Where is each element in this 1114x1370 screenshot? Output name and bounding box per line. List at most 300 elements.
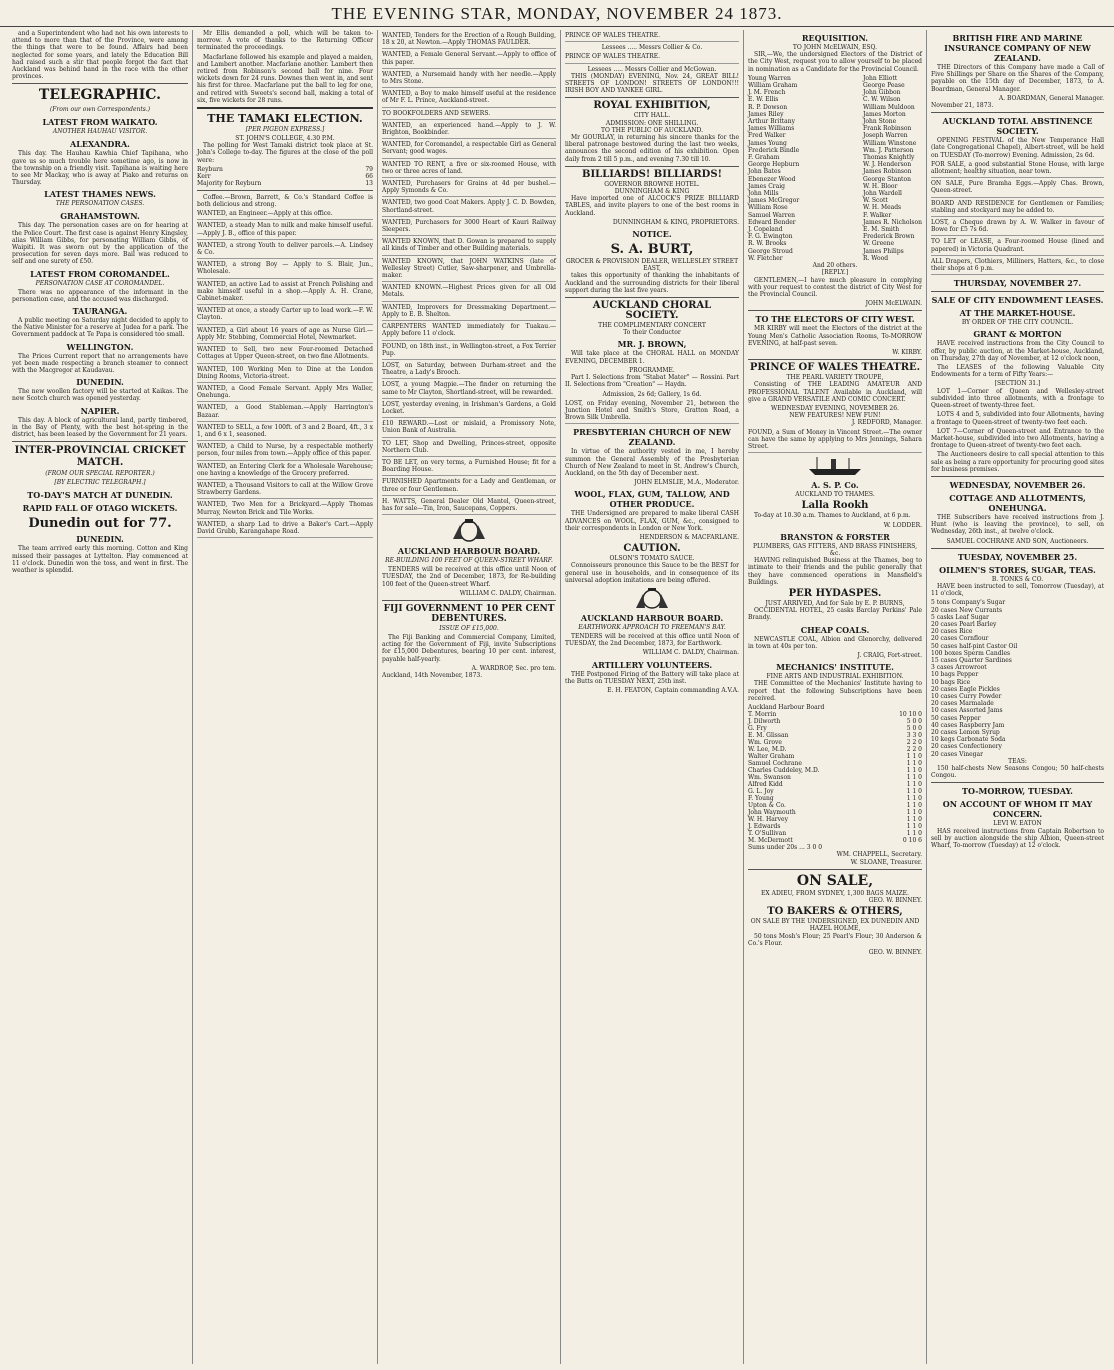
sale-item: 3 cases Arrowroot xyxy=(931,664,987,672)
harbour2-sub: EARTHWORK APPROACH TO FREEMAN'S BAY. xyxy=(578,623,726,631)
steamer-text: To-day at 10.30 a.m. Thames to Auckland, at 6 p.m. xyxy=(754,512,911,520)
auctioneers-text: The Auctioneers desire to call special attention to this sale as being a rare opportunity for procuring good sites for business premises. xyxy=(931,451,1104,473)
signatory-name: Frederick Bindle xyxy=(748,146,800,154)
hydaspes-text: OCCIDENTAL HOTEL, 25 casks Barclay Perkins' Pale Brandy. xyxy=(748,607,922,622)
billiards-sign: DUNNINGHAM & KING, PROPRIETORS. xyxy=(612,218,739,226)
column-4 xyxy=(561,30,744,1364)
signatory-name: W. J. Henderson xyxy=(862,161,912,169)
wanted-ad: WANTED TO RENT, a five or six-roomed House, with two or three acres of land. xyxy=(382,161,556,178)
signatory-name: James Craig xyxy=(748,182,786,190)
alexandra-heading: ALEXANDRA. xyxy=(70,139,130,150)
subs-header: Auckland Harbour Board xyxy=(748,704,825,712)
wanted-ad: WANTED, Tenders for the Erection of a Rough Building, 18 x 20, at Newton.—Apply THOMAS FAULDER. xyxy=(382,32,556,49)
table-row xyxy=(197,173,373,180)
table-row xyxy=(748,746,922,753)
artillery-text: THE Postponed Firing of the Battery will take place at the Butts on TUESDAY NEXT, 25th inst. xyxy=(565,670,739,685)
sale-item: 50 cases half-pint Castor Oil xyxy=(931,642,1018,650)
wanted-ad: WANTED, a Child to Nurse, by a respectable motherly person, four miles from town.—Apply office of this paper. xyxy=(197,443,373,460)
subscriber-name: E. M. Glissan xyxy=(748,732,789,740)
wanted-ad: WANTED, an Entering Clerk for a Wholesale Warehouse; one having a knowledge of the Grocery preferred. xyxy=(197,463,373,480)
royal-text: Mr GOURLAY, in returning his sincere thanks for the liberal patronage bestowed during the last two weeks, announces the second edition of his exhibition. Open daily from 2 till 5 p.m., and evening 7.30 till 10. xyxy=(565,134,739,163)
wanted-ad: WANTED, a Good Stableman.—Apply Harrington's Bazaar. xyxy=(197,404,373,421)
wanted-ad: WANTED, a Female General Servant.—Apply to office of this paper. xyxy=(382,51,556,68)
tolet-ad: TO LET or LEASE, a Four-roomed House (lined and papered) in Victoria Quadrant. xyxy=(931,238,1104,255)
signatory-name: W. H. Bloor xyxy=(862,182,898,190)
signatory-name: James Philips xyxy=(862,247,904,255)
british-sign: A. BOARDMAN, General Manager. xyxy=(998,94,1104,102)
signatory-name: R. P. Dowson xyxy=(748,103,788,111)
table-row xyxy=(748,725,922,732)
lot-text: LOT 1—Corner of Queen and Wellesley-street subdivided into three allotments, with a frontage to Queen-street of twenty-three feet. xyxy=(931,387,1104,410)
burt-sub: GROCER & PROVISION DEALER, WELLESLEY STREET EAST, xyxy=(565,258,739,273)
theatre-heading: PRINCE OF WALES THEATRE. xyxy=(565,32,739,42)
table-row xyxy=(748,795,922,802)
sloane-sign: W. SLOANE, Treasurer. xyxy=(850,858,922,866)
wanted-ad: WANTED, a Thousand Visitors to call at the Willow Grove Strawberry Gardens. xyxy=(197,482,373,499)
subscription-amount: 2 2 0 xyxy=(906,746,922,754)
telegraphic-sub: (From our own Correspondents.) xyxy=(49,106,151,114)
oilmen-heading: OILMEN'S STORES, SUGAR, TEAS. xyxy=(939,564,1096,575)
artillery-heading: ARTILLERY VOLUNTEERS. xyxy=(591,659,713,670)
reply-heading: [REPLY.] xyxy=(821,269,849,277)
electors-sign: W. KIRBY. xyxy=(892,348,922,356)
wanted-ad: WANTED, a steady Man to milk and make himself useful.—Apply J. B., office of this paper. xyxy=(197,222,373,239)
presbyterian-sign: JOHN ELMSLIE, M.A., Moderator. xyxy=(634,479,739,487)
requisition-more: And 20 others. xyxy=(812,262,858,270)
choral-text: Will take place at the CHORAL HALL on MONDAY EVENING, DECEMBER 1. xyxy=(565,350,739,365)
sale-item: 5 casks Leaf Sugar xyxy=(931,613,989,621)
tamaki-sub: [PER PIGEON EXPRESS.] xyxy=(245,126,325,134)
wanted-ad: WANTED, two good Coat Makers. Apply J. C. D. Bowden, Shortland-street. xyxy=(382,199,556,216)
signatory-name: John Wardell xyxy=(862,190,902,198)
divider xyxy=(382,600,556,601)
fiji-heading: FIJI GOVERNMENT 10 PER CENT DEBENTURES. xyxy=(383,603,555,624)
electors-heading: TO THE ELECTORS OF CITY WEST. xyxy=(755,314,915,325)
sale-item: 40 cases Raspberry Jam xyxy=(931,721,1005,729)
wanted-ad: WANTED, Purchasers for Grains at 4d per bushel.—Apply Symonds & Co. xyxy=(382,180,556,197)
signatory-name: James Riley xyxy=(748,110,784,118)
signatory-name: George Stroud xyxy=(748,247,793,255)
pw-date: WEDNESDAY EVENING, NOVEMBER 26. xyxy=(771,404,899,412)
tauranga-text: A public meeting on Saturday night decided to apply to the Native Minister for a reserve at Judea for a park. The Government paddock at Te Papa is considered too small. xyxy=(12,317,188,339)
signatory-name: John Bates xyxy=(748,168,781,176)
divider xyxy=(748,310,922,311)
sale-sign: GEO. W. BINNEY. xyxy=(868,897,922,905)
table-row xyxy=(748,760,922,767)
signatory-name: George Hepburn xyxy=(748,161,800,169)
burt-heading: S. A. BURT, xyxy=(610,242,694,258)
subscriber-name: Wm. Grove xyxy=(748,739,782,747)
electric-sub: [BY ELECTRIC TELEGRAPH.] xyxy=(54,479,146,487)
subscription-amount: 1 1 0 xyxy=(906,753,922,761)
signatory-name: Edward Bender xyxy=(748,218,796,226)
subs-total: Sums under 20s ... 3 0 0 xyxy=(748,844,823,852)
sale-item: 10 cases Assorted Jams xyxy=(931,707,1003,715)
account-heading: ON ACCOUNT OF WHOM IT MAY CONCERN. xyxy=(942,799,1093,820)
signatory-name: W. H. Meads xyxy=(862,204,902,212)
sale-item: 20 cases Vinegar xyxy=(931,750,983,758)
subscriber-name: Wm. Swanson xyxy=(748,774,791,782)
thames-heading: LATEST THAMES NEWS. xyxy=(44,189,156,200)
table-row xyxy=(748,830,922,837)
sale-item: 20 cases Marmalade xyxy=(931,700,994,708)
newspaper-title: THE EVENING STAR, MONDAY, NOVEMBER 24 1873. xyxy=(331,4,783,23)
furnished-ad: FURNISHED Apartments for a Lady and Gentleman, or three or four Gentlemen. xyxy=(382,478,556,495)
wool-text: THE Undersigned are prepared to make liberal CASH ADVANCES on WOOL, FLAX, GUM, &c., consigned to their correspondents in London or New York. xyxy=(565,510,739,532)
subscriber-name: Samuel Cochrane xyxy=(748,760,802,768)
steamship-icon xyxy=(805,455,865,477)
pw-text: Consisting of THE LEADING AMATEUR AND PROFESSIONAL TALENT Available in Auckland, will give a GRAND VERSATILE AND COMIC CONCERT. xyxy=(748,381,922,403)
signatory-list xyxy=(748,75,799,262)
subscriber-name: W. H. Harvey xyxy=(748,816,788,824)
presbyterian-text: In virtue of the authority vested in me, I hereby summon the General Assembly of the Presbyterian Church of New Zealand to meet in St. Andrew's Church, Auckland, on the 5th day of December next. xyxy=(565,448,739,477)
bakers-sign: GEO. W. BINNEY. xyxy=(868,949,922,957)
harbour-text: TENDERS will be received at this office until Noon of TUESDAY, the 2nd of December, 1873, for Re-building 100 feet of the Queen-street Wharf. xyxy=(382,566,556,588)
fiji-date: Auckland, 14th November, 1873. xyxy=(382,671,483,679)
dealer-ad: H. WATTS, General Dealer Old Mantel, Queen-street, has for sale—Tin, Iron, Saucepans, Coppers. xyxy=(382,498,556,515)
board-ad: BOARD AND RESIDENCE for Gentlemen or Families; stabling and stockyard may be added to. xyxy=(931,200,1104,217)
tolet-ad: TO BE LET, on very terms, a Furnished House; fit for a Boarding House. xyxy=(382,459,556,476)
theatre2-sub: Lessees ..... Messrs Collier and McGowan. xyxy=(587,65,717,73)
steamer-heading: A. S. P. Co. xyxy=(811,480,859,491)
carpenters-ad: CARPENTERS WANTED immediately for Tuakau.—Apply before 11 o'clock. xyxy=(382,323,556,340)
subscription-amount: 10 10 0 xyxy=(899,711,922,719)
signatory-name: John Gibbon xyxy=(862,89,901,97)
newcastle-sign: J. CRAIG, Fort-street. xyxy=(857,652,922,659)
subscription-amount: 1 1 0 xyxy=(906,774,922,782)
divider xyxy=(931,782,1104,783)
divider xyxy=(748,869,922,870)
drapers-ad: ALL Drapers, Clothiers, Milliners, Hatters, &c., to close their shops at 6 p.m. xyxy=(931,258,1104,275)
signatory-name: Frank Robinson xyxy=(862,125,912,133)
table-row xyxy=(197,180,373,187)
candidate-name: Kerr xyxy=(197,172,211,180)
choral-sub: THE COMPLIMENTARY CONCERT xyxy=(598,322,706,330)
divider xyxy=(565,97,739,98)
tomorrow-heading: TO-MORROW, TUESDAY. xyxy=(962,786,1073,797)
harbour2-sign: WILLIAM C. DALDY, Chairman. xyxy=(642,649,739,657)
presbyterian-heading: PRESBYTERIAN CHURCH OF NEW ZEALAND. xyxy=(573,427,731,448)
choral-name: MR. J. BROWN, xyxy=(617,339,687,350)
wanted-ad: WANTED, Two Men for a Brickyard.—Apply Thomas Murray, Newton Brick and Tile Works. xyxy=(197,501,373,518)
eaton-text: HAS received instructions from Captain Robertson to sell by auction alongside the ship Albion, Queen-street Wharf, To-morrow (Tuesday) at 12 o'clock. xyxy=(931,827,1104,850)
newspaper-page xyxy=(8,30,1108,1364)
signatory-name: W. Fletcher xyxy=(748,254,783,262)
thursday-heading: THURSDAY, NOVEMBER 27. xyxy=(953,278,1082,289)
alexandra-text: This day. The Hauhau Kawhia Chief Tapihana, who gave us so much trouble here sometime ago, is now in the township on a friendly visit. Tapihana is waiting here to see Mr Mackay, who is away at Piako and returns on Thursday. xyxy=(12,150,188,187)
bakers-sub: ON SALE BY THE UNDERSIGNED, EX DUNEDIN AND HAZEL HOLME, xyxy=(750,918,920,933)
signatory-name: William Muldoon xyxy=(862,103,915,111)
bakers-heading: TO BAKERS & OTHERS, xyxy=(767,906,903,918)
grahamstown-heading: GRAHAMSTOWN. xyxy=(60,211,140,222)
wednesday-heading: WEDNESDAY, NOVEMBER 26. xyxy=(949,479,1086,490)
british-heading: BRITISH FIRE AND MARINE INSURANCE COMPANY OF NEW ZEALAND. xyxy=(944,33,1091,63)
pw-new: NEW FEATURES! NEW FUN! xyxy=(789,412,881,420)
branston-sub: PLUMBERS, GAS FITTERS, AND BRASS FINISHERS, &c. xyxy=(752,542,918,557)
signatories xyxy=(748,75,922,262)
waikato-sub: ANOTHER HAUHAU VISITOR. xyxy=(52,128,148,136)
wanted-ad: WANTED, Purchasers for 3000 Heart of Kauri Railway Sleepers. xyxy=(382,219,556,236)
signatory-name: Joseph Warren xyxy=(862,132,908,140)
lost-ad: LOST, on Saturday, between Durham-street and the Theatre, a Lady's Brooch. xyxy=(382,362,556,379)
lot-text: LOTS 4 and 5, subdivided into four Allotments, having a frontage to Queen-street of twenty-two feet each. xyxy=(931,411,1104,426)
bakers-text: 50 tons Mosh's Flour; 25 Pearl's Flour; 30 Anderson & Co.'s Flour. xyxy=(748,932,922,947)
eaton-name: LEVI W. EATON xyxy=(993,820,1042,828)
signatory-name: Frederick Brown xyxy=(862,233,915,241)
pw-sub: THE PEARL VARIETY TROUPE, xyxy=(786,374,884,382)
wanted-ad: WANTED, Improvers for Dressmaking Department.—Apply to E. B. Shelton. xyxy=(382,304,556,321)
signatory-name: Young Warren xyxy=(748,74,791,82)
cheap-heading: CHEAP COALS. xyxy=(800,624,870,635)
signatory-name: F. G. Ewington xyxy=(748,233,793,241)
pw-sign: J. REDFORD, Manager. xyxy=(851,419,922,427)
subscription-amount: 1 1 0 xyxy=(906,781,922,789)
theatre-sub: Lessees ..... Messrs Collier & Co. xyxy=(601,44,703,52)
signatory-list xyxy=(863,75,922,262)
wanted-ad: WANTED, a Boy to make himself useful at the residence of Mr F. L. Prince, Auckland-street. xyxy=(382,90,556,107)
subscription-amount: 1 1 0 xyxy=(906,816,922,824)
napier-heading: NAPIER. xyxy=(80,405,120,416)
billiards-sub: GOVERNOR BROWNE HOTEL. xyxy=(604,180,700,188)
sale-item: 10 cases Curry Powder xyxy=(931,692,1002,700)
endowment-heading: SALE OF CITY ENDOWMENT LEASES. xyxy=(931,295,1104,306)
sale-item: 10 bags Pepper xyxy=(931,671,979,679)
masthead xyxy=(0,0,1114,27)
cottage-heading: COTTAGE AND ALLOTMENTS, ONEHUNGA. xyxy=(949,492,1086,513)
lost-ad: LOST, on Friday evening, November 21, between the Junction Hotel and Smith's Store, Gratton Road, a Brown Silk Umbrella. xyxy=(565,400,739,425)
subscriber-name: Walter Graham xyxy=(748,753,795,761)
reward-ad: £10 REWARD.—Lost or mislaid, a Promissory Note, Union Bank of Australia. xyxy=(382,420,556,437)
royal-admission: ADMISSION: ONE SHILLING. xyxy=(605,119,699,127)
divider xyxy=(931,476,1104,477)
table-row xyxy=(748,718,922,725)
harbour2-text: TENDERS will be received at this office until Noon of TUESDAY, the 2nd December, 1873, for Earthwork. xyxy=(565,632,739,648)
sale-items-list xyxy=(931,599,1104,757)
onsale-ad: ON SALE, Pure Bramha Eggs.—Apply Chas. Brown, Queen-street. xyxy=(931,180,1104,197)
harbour-heading: AUCKLAND HARBOUR BOARD. xyxy=(397,546,541,557)
wanted-ad: WANTED, a Good Female Servant. Apply Mrs Waller, Onehunga. xyxy=(197,385,373,402)
wellington-heading: WELLINGTON. xyxy=(66,341,134,352)
sale-heading: ON SALE, xyxy=(796,872,874,889)
signatory-name: Arthur Brittany xyxy=(748,118,795,126)
coromandel-sub: PERSONATION CASE AT COROMANDEL. xyxy=(35,279,165,287)
table-row xyxy=(748,809,922,816)
caution-text: Connoisseurs pronounce this Sauce to be the BEST for general use in households, and in consequence of its universal adoption imitations are being offered. xyxy=(565,562,739,584)
wool-heading: WOOL, FLAX, GUM, TALLOW, AND OTHER PRODUCE. xyxy=(574,489,730,510)
wanted-ad: WANTED to Sell, two new Four-roomed Detached Cottages at Upper Queen-street, on two fine Allotments. xyxy=(197,346,373,363)
subscription-amount: 2 2 0 xyxy=(906,739,922,747)
wanted-ad: WANTED, an Engineer.—Apply at this office. xyxy=(197,210,373,220)
sale-item: 20 cases Pearl Barley xyxy=(931,620,997,628)
divider xyxy=(197,190,373,191)
dunedin-heading: DUNEDIN. xyxy=(76,377,124,388)
section-label: [SECTION 31.] xyxy=(994,380,1041,388)
signatory-name: Fred Walker xyxy=(748,132,786,140)
royal-sub: CITY HALL. xyxy=(633,112,671,120)
fiji-sub: ISSUE OF £15,000. xyxy=(439,624,499,632)
subscriber-name: G. Fry xyxy=(748,725,767,733)
divider xyxy=(565,166,739,167)
cricket-sub: (FROM OUR SPECIAL REPORTER.) xyxy=(45,470,155,478)
table-row xyxy=(748,732,922,739)
table-row xyxy=(748,774,922,781)
choral-to: To their Conductor xyxy=(623,329,681,337)
lost-ad: LOST, a young Magpie.—The finder on returning the same to Mr Clayton, Shortland-street, will be rewarded. xyxy=(382,381,556,398)
subscription-amount: 5 0 0 xyxy=(906,725,922,733)
signatory-name: C. W. Wilson xyxy=(862,96,901,104)
subscription-amount: 1 1 0 xyxy=(906,830,922,838)
sale-item: 20 cases Confectionery xyxy=(931,743,1002,751)
subscription-amount: 1 1 0 xyxy=(906,767,922,775)
signatory-name: John Stone xyxy=(862,118,897,126)
result-heading: Dunedin out for 77. xyxy=(28,516,172,532)
wanted-ad: WANTED, a sharp Lad to drive a Baker's Cart.—Apply David Grubb, Karangahape Road. xyxy=(197,521,373,538)
divider xyxy=(931,291,1104,292)
subscriber-name: G. L. Joy xyxy=(748,788,774,796)
sale-item: 10 kegs Carbonate Soda xyxy=(931,736,1006,744)
subscriber-name: T. O'Sullivan xyxy=(748,830,787,838)
requisition-heading: REQUISITION. xyxy=(801,33,869,43)
programme-heading: PROGRAMME. xyxy=(629,366,675,374)
cricket-heading: INTER-PROVINCIAL CRICKET MATCH. xyxy=(14,445,186,469)
table-row xyxy=(748,767,922,774)
branston-text: HAVING relinquished Business at the Thames, beg to intimate to their friends and the public generally that they have commenced operations in Mansfield's Buildings. xyxy=(748,557,922,586)
sale-item: 20 cases Cornflour xyxy=(931,635,989,643)
signatory-name: James Young xyxy=(748,139,787,147)
signatory-name: F. Walker xyxy=(862,211,892,219)
british-text: THE Directors of this Company have made a Call of Five Shillings per Share on the Shares of the Company, payable on the 15th day of December, 1873, to A. Boardman, General Manager. xyxy=(931,64,1104,93)
mechanics-text: THE Committee of the Mechanics' Institute having to report that the following Subscriptions have been received. xyxy=(748,680,922,702)
harbour-sign: WILLIAM C. DALDY, Chairman. xyxy=(459,589,556,597)
signatory-name: George Pease xyxy=(862,82,905,90)
wanted-ad: WANTED KNOWN, that JOHN WATKINS (late of Wellesley Street) Cutler, Saw-sharpener, and Umbrella-maker. xyxy=(382,258,556,283)
majority-label: Majority for Reyburn xyxy=(197,179,262,187)
fiji-text: The Fiji Banking and Commercial Company, Limited, acting for the Government of Fiji, invite Subscriptions for £15,000 Debentures, bearing 10 per cent. interest, payable half-yearly. xyxy=(382,633,556,663)
signatory-name: E. W. Ellis xyxy=(748,96,779,104)
sale-item: 100 boxes Sperm Candles xyxy=(931,649,1011,657)
choral-heading: AUCKLAND CHORAL SOCIETY. xyxy=(592,300,712,322)
subscription-amount: 3 3 0 xyxy=(906,732,922,740)
subscriber-name: W. Lee, M.D. xyxy=(748,746,787,754)
signatory-name: Wm. J. Patterson xyxy=(862,146,914,154)
signatory-name: R. W. Brooks xyxy=(748,240,787,248)
requisition-to: TO JOHN McELWAIN, ESQ. xyxy=(792,44,878,51)
billiards-name: DUNNINGHAM & KING xyxy=(614,188,690,196)
lost-ad: LOST, yesterday evening, in Irishman's Gardens, a Gold Locket. xyxy=(382,401,556,418)
tamaki-heading: THE TAMAKI ELECTION. xyxy=(207,112,363,126)
temperance-text: OPENING FESTIVAL of the New Temperance Hall (late Congregational Chapel), Albert-street, will be held on TUESDAY (To-morrow) Evening. Admission, 2s 6d. xyxy=(931,137,1104,159)
candidate-votes: 79 xyxy=(365,165,373,173)
wanted-ad: WANTED, 100 Working Men to Dine at the London Dining Rooms, Victoria-street. xyxy=(197,366,373,383)
signatory-name: W. Greene xyxy=(862,240,895,248)
signatory-name: James Robinson xyxy=(862,168,912,176)
subscriber-name: Upton & Co. xyxy=(748,802,786,810)
subscriber-name: M. McDermott xyxy=(748,837,793,845)
signatory-name: William Graham xyxy=(748,82,798,90)
theatre2-heading: PRINCE OF WALES THEATRE. xyxy=(565,53,739,63)
signatory-name: F. Graham xyxy=(748,154,780,162)
divider xyxy=(931,548,1104,549)
signatory-name: William Winstone xyxy=(862,139,917,147)
telegraphic-heading: TELEGRAPHIC. xyxy=(38,87,162,104)
found-ad: FOUND, on 18th inst., in Wellington-street, a Fox Terrier Pup. xyxy=(382,343,556,360)
subscription-amount: 0 10 6 xyxy=(902,837,922,845)
napier-text: This day. A block of agricultural land, partly timbered, in the Bay of Plenty, with the best hot-spring in the district, has been leased by the Government for 21 years. xyxy=(12,416,188,439)
forsale-ad: FOR SALE, a good substantial Stone House, with large allotment; healthy situation, near town. xyxy=(931,161,1104,178)
wellington-text: The Prices Current report that no arrangements have yet been made respecting a branch steamer to connect with the Macgregor at Kaudavau. xyxy=(12,352,188,375)
steamer-sign: W. LODDER. xyxy=(883,521,922,529)
royal-arms-icon xyxy=(632,586,672,610)
dunedin-text: The new woollen factory will be started at Kaikas. The new Scotch church was opened yesterday. xyxy=(12,388,188,403)
poll-table xyxy=(197,166,373,187)
caution-heading: CAUTION. xyxy=(623,543,681,555)
signatory-name: James Morton xyxy=(862,110,906,118)
choral-admission: Admission, 2s 6d; Gallery, 1s 6d. xyxy=(602,390,702,398)
tamaki-text: The polling for West Tamaki district took place at St. John's College to-day. The figures at the close of the poll were: xyxy=(197,142,373,164)
royal-arms-icon xyxy=(449,517,489,543)
chappell-sign: WM. CHAPPELL, Secretary. xyxy=(836,851,922,859)
subscriber-name: Charles Cuddeley, M.D. xyxy=(748,767,820,775)
intro-paragraph: and a Superintendent who had not his own interests to attend to more than that of the Province, were among the things that were to be found. Affairs had been neglected for some years, and lately the Education Bill had raised such a stir that people forgot the fact that Auckland was behind hand in the race with the other provinces. xyxy=(12,30,188,81)
table-row xyxy=(748,816,922,823)
signatory-name: James McGregor xyxy=(748,197,800,205)
burt-text: takes this opportunity of thanking the inhabitants of Auckland and the surrounding districts for their liberal support during the last five years. xyxy=(565,272,739,294)
caution-sub: OLSON'S TOMATO SAUCE. xyxy=(609,555,695,563)
teas-heading: TEAS: xyxy=(1008,757,1027,765)
signatory-name: E. M. Smith xyxy=(862,226,900,234)
wanted-ad: WANTED, a Girl about 16 years of age as Nurse Girl.—Apply Mr. Stebbing, Commercial Hotel, Newmarket. xyxy=(197,327,373,344)
sale-item: 20 cases Rice xyxy=(931,628,973,636)
subscriber-name: Alfred Kidd xyxy=(748,781,783,789)
sale-item: 10 bags Rice xyxy=(931,678,971,686)
cottage-text: THE Subscribers have received instructions from J. Hunt (who is leaving the province), to sell, on Wednesday, 26th inst., at twelve o'clock. xyxy=(931,513,1104,536)
rapid-heading: RAPID FALL OF OTAGO WICKETS. xyxy=(22,503,178,514)
sale-item: 15 cases Quarter Sardines xyxy=(931,656,1012,664)
reply-sign: JOHN McELWAIN. xyxy=(865,300,922,308)
sale-sub: EX ADIEU, FROM SYDNEY, 1,300 BAGS MAIZE. xyxy=(761,889,909,897)
tamaki-place: ST. JOHN'S COLLEGE, 4.30 P.M. xyxy=(235,135,335,143)
signatory-name: R. Wood xyxy=(862,254,889,262)
temperance-heading: AUCKLAND TOTAL ABSTINENCE SOCIETY. xyxy=(942,116,1093,137)
sale-item: 20 cases New Currants xyxy=(931,606,1003,614)
grant-text: HAVE received instructions from the City Council to offer, by public auction, at the Market-house, Auckland, on Thursday, 27th day of November, at 12 o'clock noon, xyxy=(931,340,1104,362)
steamer-sub: AUCKLAND TO THAMES. xyxy=(795,491,875,499)
grant-heading: GRANT & MORTON xyxy=(973,329,1062,340)
subscriber-name: J. Dilworth xyxy=(748,718,781,726)
table-row xyxy=(748,802,922,809)
signatory-name: George Stanton xyxy=(862,175,911,183)
divider xyxy=(565,297,739,298)
table-row xyxy=(748,711,922,718)
requisition-text: SIR,—We, the undersigned Electors of the District of the City West, request you to allow yourself to be placed in nomination as a Candidate for the Provincial Council. xyxy=(748,51,922,73)
signatory-name: Thomas Knightly xyxy=(862,154,915,162)
subscriber-name: J. Edwards xyxy=(748,823,781,831)
tolet-ad: TO LET, Shop and Dwelling, Princes-street, opposite Northern Club. xyxy=(382,440,556,457)
divider xyxy=(197,107,373,109)
subscription-amount: 1 1 0 xyxy=(906,795,922,803)
hydaspes-heading: PER HYDASPES. xyxy=(788,587,882,599)
notice-heading: NOTICE. xyxy=(632,229,672,240)
electors-text: MR KIRBY will meet the Electors of the district at the Young Men's Catholic Association Rooms, To-MORROW EVENING, at half-past seven. xyxy=(748,325,922,347)
column-5 xyxy=(744,30,927,1364)
teas-text: 150 half-chests New Seasons Congou; 50 half-chests Congou. xyxy=(931,765,1104,780)
majority-value: 13 xyxy=(365,179,373,187)
wanted-ad: WANTED, a Nursemaid handy with her needle.—Apply to Mrs Stone. xyxy=(382,71,556,88)
tuesday-heading: TUESDAY, NOVEMBER 25. xyxy=(957,551,1078,562)
wanted-ad: WANTED KNOWN.—Highest Prices given for all Old Metals. xyxy=(382,284,556,301)
wanted-ad: WANTED, a strong Youth to deliver parcels.—A. Lindsey & Co. xyxy=(197,242,373,259)
harbour2-heading: AUCKLAND HARBOUR BOARD. xyxy=(580,612,724,623)
